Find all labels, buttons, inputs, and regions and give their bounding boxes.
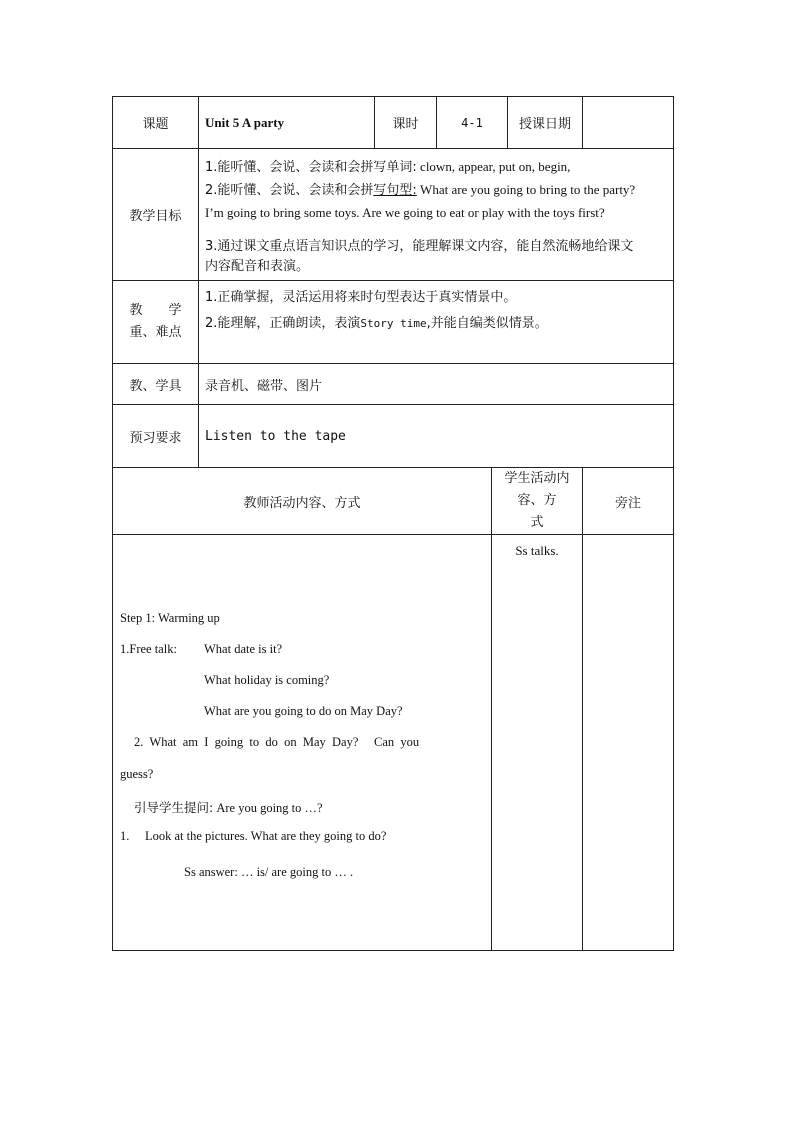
key-point-2: 2.能理解，正确朗读，表演Story time,并能自编类似情景。 bbox=[205, 316, 548, 331]
preview-label: 预习要求 bbox=[113, 405, 199, 468]
objective-line-1: 1.能听懂、会说、会读和会拼写单词: clown, appear, put on, begin, bbox=[205, 158, 571, 175]
key-points-label: 教 学 重、难点 bbox=[113, 281, 199, 364]
activity-row bbox=[113, 535, 674, 951]
teacher-activity-cell bbox=[113, 535, 492, 951]
preview-value: Listen to the tape bbox=[199, 405, 674, 468]
objective-line-5: 内容配音和表演。 bbox=[205, 258, 310, 274]
notes-cell bbox=[583, 535, 674, 951]
aids-value: 录音机、磁带、图片 bbox=[199, 364, 674, 405]
objectives-content bbox=[199, 149, 674, 281]
objective-line-2: 2.能听懂、会说、会读和会拼写句型: What are you going to bring to the party? bbox=[205, 181, 636, 198]
key-points-row bbox=[113, 281, 674, 364]
answer-pattern: Ss answer: … is/ are going to … . bbox=[184, 865, 354, 879]
topic-value: Unit 5 A party bbox=[199, 97, 375, 149]
objectives-label: 教学目标 bbox=[113, 149, 199, 281]
aids-label: 教、学具 bbox=[113, 364, 199, 405]
look-instruction: 1. Look at the pictures. What are they going to do? bbox=[120, 829, 387, 843]
key-point-1: 1.正确掌握，灵活运用将来时句型表达于真实情景中。 bbox=[205, 290, 517, 305]
lesson-plan-table bbox=[112, 96, 674, 951]
header-row bbox=[113, 97, 674, 149]
step1-heading: Step 1: Warming up bbox=[120, 611, 220, 625]
question-2: What holiday is coming? bbox=[204, 673, 330, 687]
columns-header-row bbox=[113, 468, 674, 535]
guide-line: 引导学生提问: Are you going to …? bbox=[134, 800, 323, 815]
student-activity-cell: Ss talks. bbox=[492, 535, 583, 951]
question-1: What date is it? bbox=[204, 642, 283, 656]
objective-line-4: 3.通过课文重点语言知识点的学习，能理解课文内容，能自然流畅地给课文 bbox=[205, 238, 634, 254]
period-value: 4-1 bbox=[437, 97, 508, 149]
key-points-content bbox=[199, 281, 674, 364]
objectives-row bbox=[113, 149, 674, 281]
teacher-column-header: 教师活动内容、方式 bbox=[113, 468, 492, 535]
aids-row bbox=[113, 364, 674, 405]
topic-label: 课题 bbox=[113, 97, 199, 149]
question-4: 2. What am I going to do on May Day? Can you bbox=[134, 735, 420, 749]
objective-line-3: I’m going to bring some toys. Are we going to eat or play with the toys first? bbox=[205, 204, 605, 220]
question-3: What are you going to do on May Day? bbox=[204, 704, 403, 718]
question-4-cont: guess? bbox=[120, 767, 154, 781]
notes-column-header: 旁注 bbox=[583, 468, 674, 535]
period-label: 课时 bbox=[375, 97, 437, 149]
date-label: 授课日期 bbox=[508, 97, 583, 149]
preview-row bbox=[113, 405, 674, 468]
student-column-header: 学生活动内容、方 式 bbox=[492, 468, 583, 535]
date-value bbox=[583, 97, 674, 149]
free-talk-label: 1.Free talk: bbox=[120, 642, 177, 656]
